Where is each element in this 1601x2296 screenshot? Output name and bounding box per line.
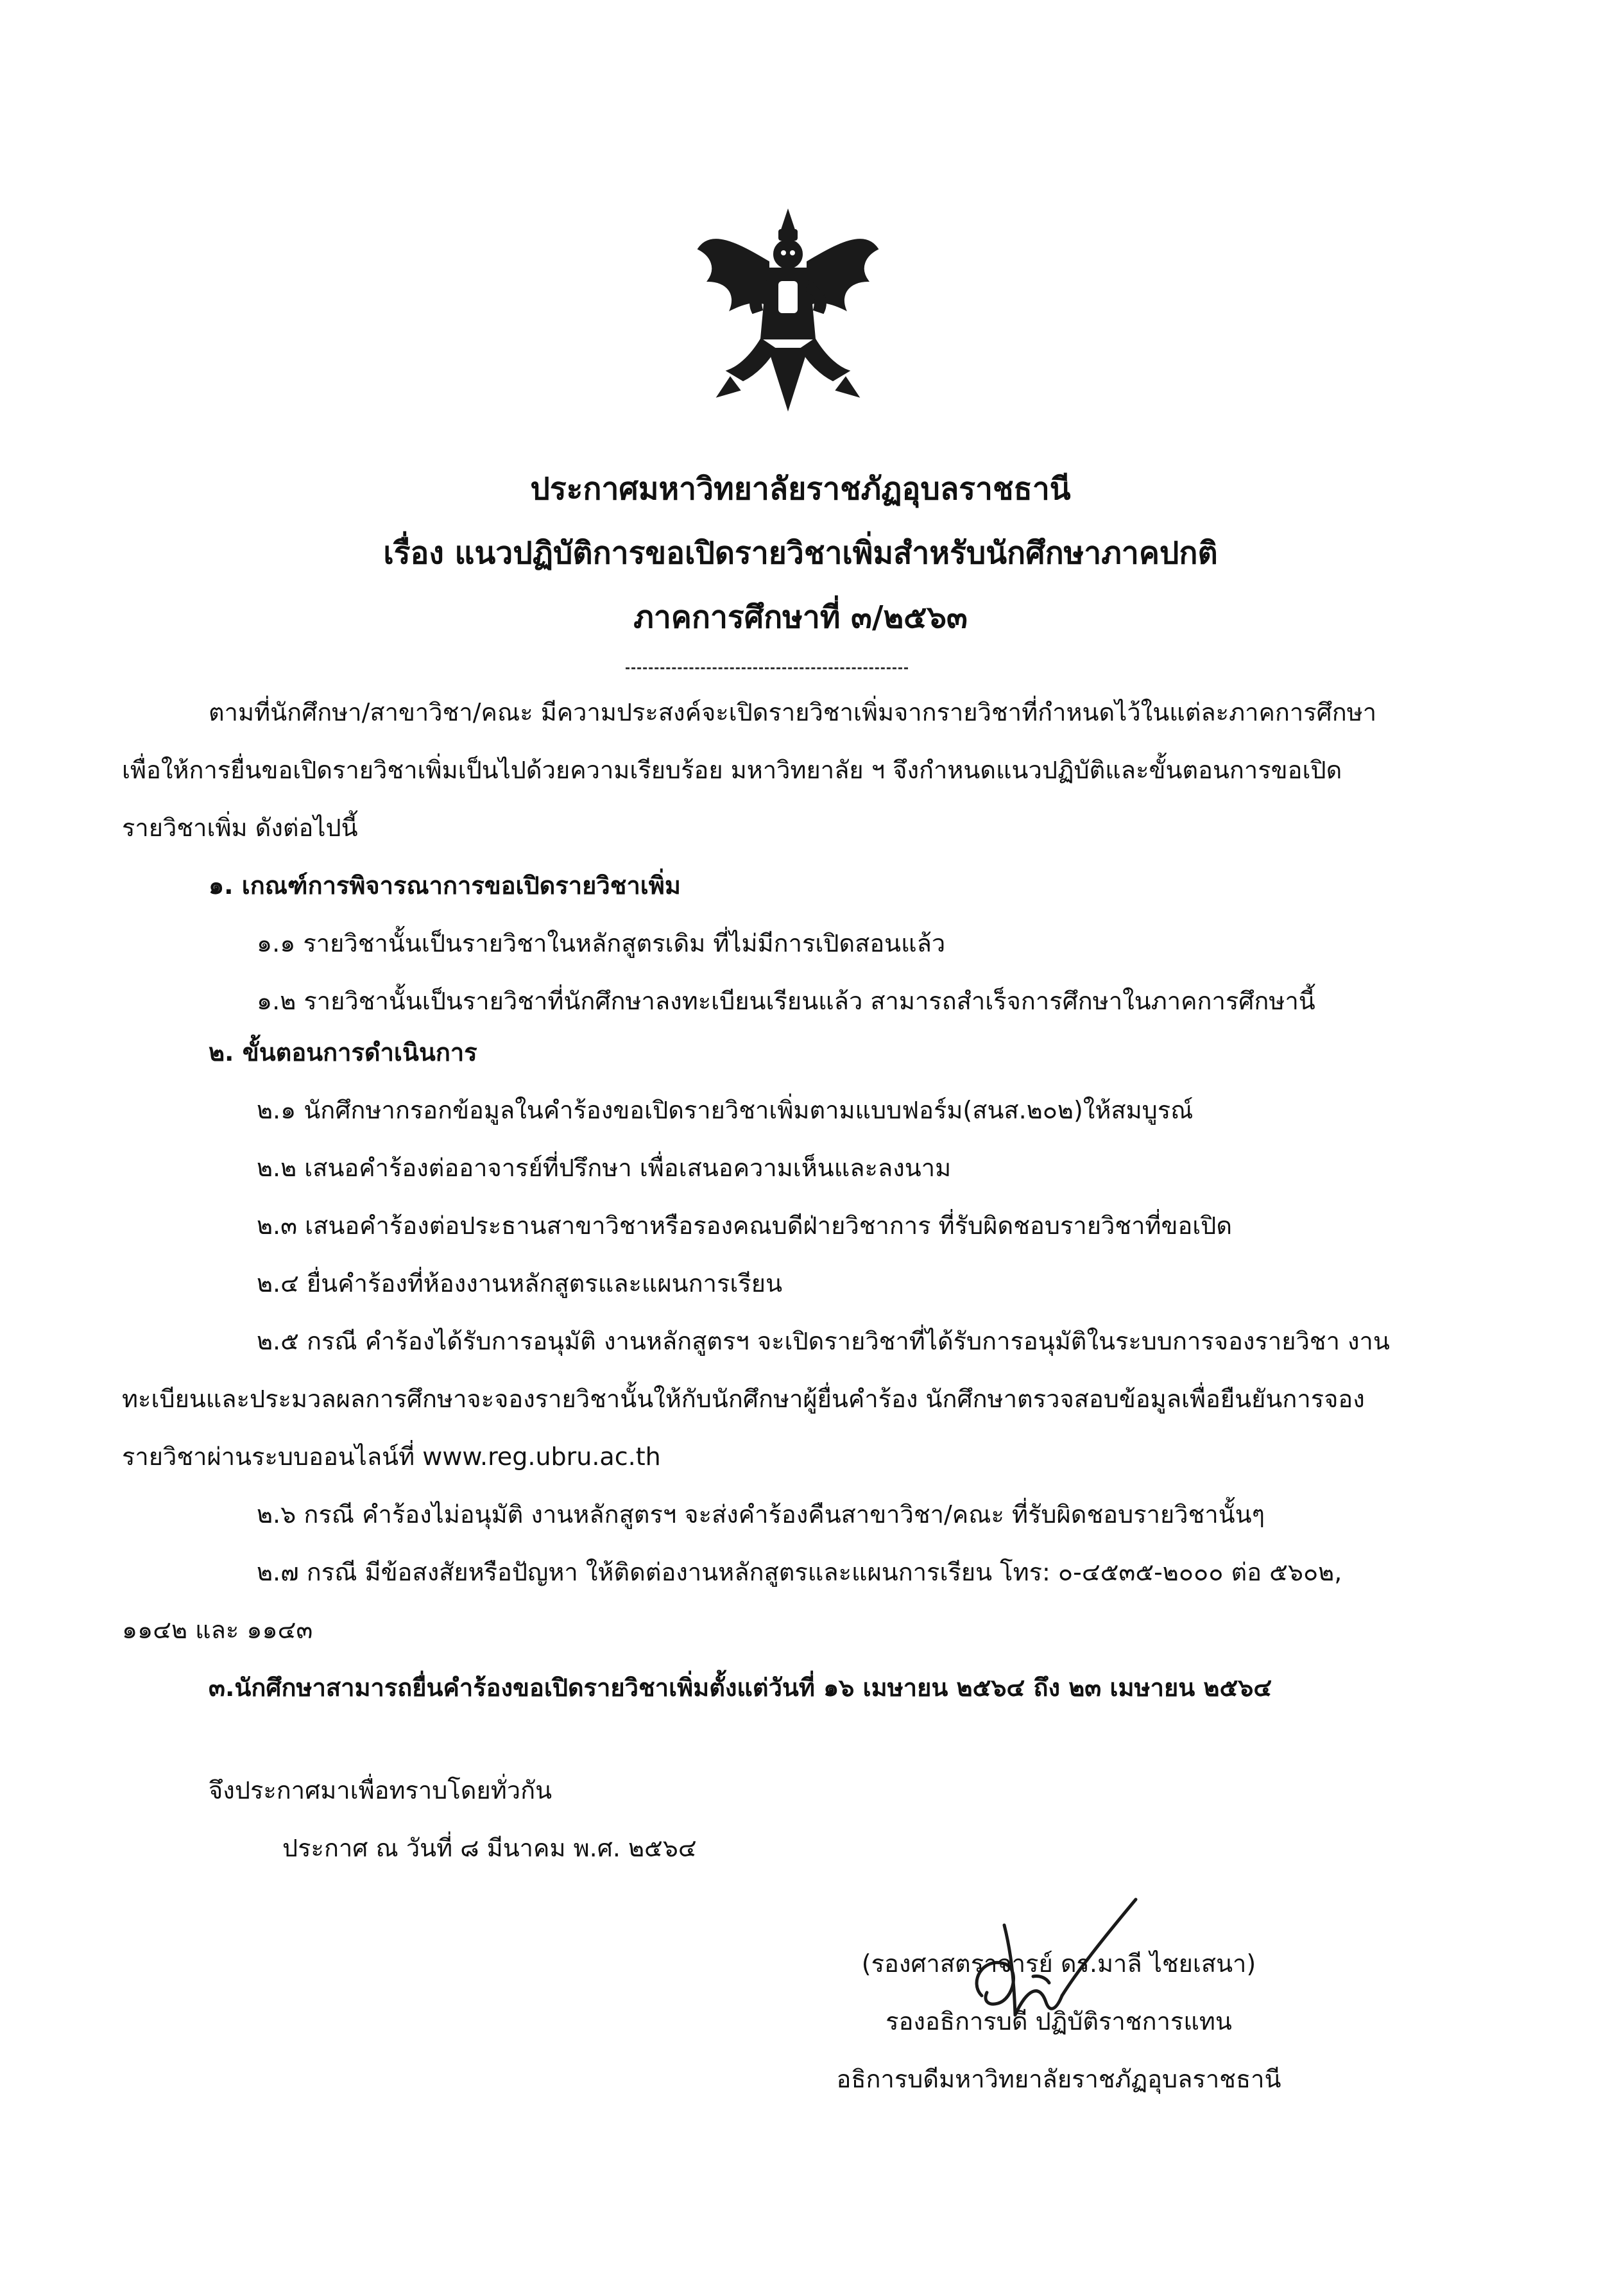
closing-announcement: จึงประกาศมาเพื่อทราบโดยทั่วกัน bbox=[209, 1776, 552, 1804]
academic-term: ภาคการศึกษาที่ ๓/๒๕๖๓ bbox=[633, 599, 968, 635]
section-2-item-1: ๒.๑ นักศึกษากรอกข้อมูลในคำร้องขอเปิดรายวิชาเพิ่มตามแบบฟอร์ม(สนส.๒๐๒)ให้สมบูรณ์ bbox=[257, 1096, 1194, 1124]
intro-line-2: เพื่อให้การยื่นขอเปิดรายวิชาเพิ่มเป็นไปด้วยความเรียบร้อย มหาวิทยาลัย ฯ จึงกำหนดแนวปฏิบัติและขั้นตอนการขอเปิด bbox=[122, 756, 1342, 784]
announcement-date: ประกาศ ณ วันที่ ๘ มีนาคม พ.ศ. ๒๕๖๔ bbox=[282, 1834, 697, 1862]
section-2-item-7-line-2: ๑๑๔๒ และ ๑๑๔๓ bbox=[122, 1616, 313, 1644]
title-divider bbox=[626, 667, 908, 669]
section-2-item-5-line-1: ๒.๕ กรณี คำร้องได้รับการอนุมัติ งานหลักสูตรฯ จะเปิดรายวิชาที่ได้รับการอนุมัติในระบบการจองรายวิชา งาน bbox=[257, 1327, 1390, 1355]
intro-line-3: รายวิชาเพิ่ม ดังต่อไปนี้ bbox=[122, 814, 358, 842]
announcement-subject: เรื่อง แนวปฏิบัติการขอเปิดรายวิชาเพิ่มสำหรับนักศึกษาภาคปกติ bbox=[383, 535, 1218, 571]
section-2-item-7-line-1: ๒.๗ กรณี มีข้อสงสัยหรือปัญหา ให้ติดต่องานหลักสูตรและแผนการเรียน โทร: ๐-๔๕๓๕-๒๐๐๐ ต่อ ๕๖๐๒, bbox=[257, 1558, 1342, 1586]
section-1-item-2: ๑.๒ รายวิชานั้นเป็นรายวิชาที่นักศึกษาลงทะเบียนเรียนแล้ว สามารถสำเร็จการศึกษาในภาคการศึกษานี้ bbox=[257, 987, 1315, 1015]
signatory-position-1: รองอธิการบดี ปฏิบัติราชการแทน bbox=[886, 2007, 1232, 2035]
section-1-heading: ๑. เกณฑ์การพิจารณาการขอเปิดรายวิชาเพิ่ม bbox=[209, 871, 681, 900]
section-2-item-3: ๒.๓ เสนอคำร้องต่อประธานสาขาวิชาหรือรองคณบดีฝ่ายวิชาการ ที่รับผิดชอบรายวิชาที่ขอเปิด bbox=[257, 1212, 1233, 1240]
signatory-position-2: อธิการบดีมหาวิทยาลัยราชภัฏอุบลราชธานี bbox=[836, 2065, 1281, 2093]
section-2-item-5-line-3: รายวิชาผ่านระบบออนไลน์ที่ www.reg.ubru.ac.th bbox=[122, 1443, 661, 1471]
section-2-item-5-line-2: ทะเบียนและประมวลผลการศึกษาจะจองรายวิชานั้นให้กับนักศึกษาผู้ยื่นคำร้อง นักศึกษาตรวจสอบข้อมูลเพื่อยืนยันการจอง bbox=[122, 1385, 1365, 1413]
section-3-statement: ๓.นักศึกษาสามารถยื่นคำร้องขอเปิดรายวิชาเพิ่มตั้งแต่วันที่ ๑๖ เมษายน ๒๕๖๔ ถึง ๒๓ เมษายน ๒๕๖๔ bbox=[209, 1674, 1272, 1702]
section-2-item-2: ๒.๒ เสนอคำร้องต่ออาจารย์ที่ปรึกษา เพื่อเสนอความเห็นและลงนาม bbox=[257, 1154, 952, 1182]
section-2-item-6: ๒.๖ กรณี คำร้องไม่อนุมัติ งานหลักสูตรฯ จะส่งคำร้องคืนสาขาวิชา/คณะ ที่รับผิดชอบรายวิชานั้นๆ bbox=[257, 1500, 1265, 1529]
section-2-item-4: ๒.๔ ยื่นคำร้องที่ห้องงานหลักสูตรและแผนการเรียน bbox=[257, 1269, 783, 1298]
intro-line-1: ตามที่นักศึกษา/สาขาวิชา/คณะ มีความประสงค์จะเปิดรายวิชาเพิ่มจากรายวิชาที่กำหนดไว้ในแต่ละภาคการศึกษา bbox=[209, 698, 1377, 726]
section-1-item-1: ๑.๑ รายวิชานั้นเป็นรายวิชาในหลักสูตรเดิม ที่ไม่มีการเปิดสอนแล้ว bbox=[257, 929, 946, 957]
section-2-heading: ๒. ขั้นตอนการดำเนินการ bbox=[209, 1038, 477, 1067]
signatory-name: (รองศาสตราจารย์ ดร.มาลี ไชยเสนา) bbox=[861, 1949, 1256, 1978]
garuda-emblem-icon bbox=[692, 204, 884, 416]
announcement-title: ประกาศมหาวิทยาลัยราชภัฏอุบลราชธานี bbox=[530, 471, 1071, 507]
